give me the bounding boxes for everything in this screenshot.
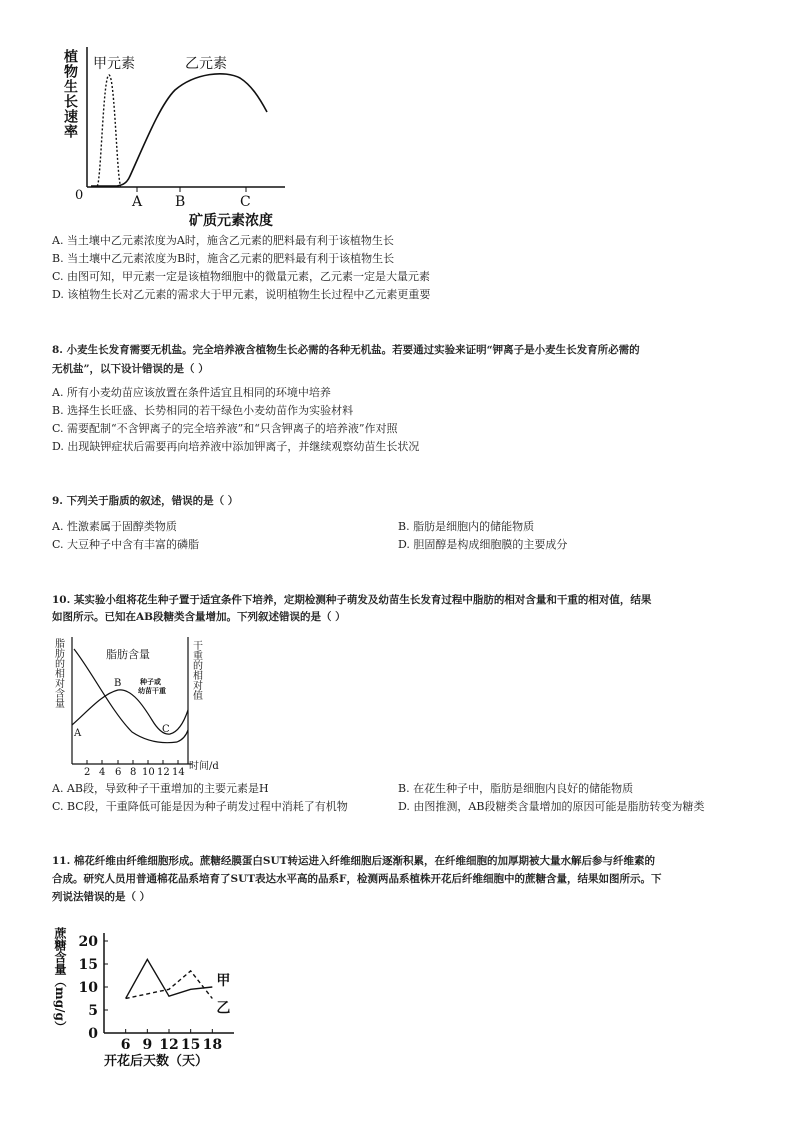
q8-option-b: B. 选择生长旺盛、长势相同的若干绿色小麦幼苗作为实验材料	[52, 404, 354, 417]
q10-option-d: D. 由图推测，AB段糖类含量增加的原因可能是脂肪转变为糖类	[398, 800, 705, 813]
sucrose-chart	[52, 915, 262, 1075]
svg-text:14: 14	[172, 767, 185, 777]
chart-xlabel: 开花后天数（天）	[104, 1054, 209, 1069]
q9-stem: 9. 下列关于脂质的叙述，错误的是（ ）	[52, 495, 239, 507]
q7-option-a: A. 当土壤中乙元素浓度为A时，施含乙元素的肥料最有利于该植物生长	[52, 234, 394, 247]
q10-option-c: C. BC段，干重降低可能是因为种子萌发过程中消耗了有机物	[52, 800, 348, 813]
q10-stem-line2: 如图所示。已知在AB段糖类含量增加。下列叙述错误的是（ ）	[52, 611, 346, 623]
series-label-1: 甲	[216, 973, 231, 989]
q10-option-a: A. AB段，导致种子干重增加的主要元素是H	[52, 782, 269, 795]
fig1-tick-b: B	[175, 194, 186, 210]
q7-option-c: C. 由图可知，甲元素一定是该植物细胞中的微量元素，乙元素一定是大量元素	[52, 270, 431, 283]
series-line-1	[126, 959, 213, 998]
q11-stem-line2: 合成。研究人员用普通棉花品系培育了SUT表达水平高的品系F，检测两品系植株开花后纤维细胞中的蔗糖含量，结果如图所示。下	[52, 873, 662, 885]
fig2-dryweight-curve	[72, 690, 188, 734]
fig2-point-c: C	[162, 724, 170, 735]
q7-option-b: B. 当土壤中乙元素浓度为B时，施含乙元素的肥料最有利于该植物生长	[52, 252, 395, 265]
fig1-growth-chart	[55, 35, 295, 230]
fig1-tick-a: A	[132, 194, 143, 210]
series-label-2: 乙	[216, 1000, 231, 1017]
q8-option-a: A. 所有小麦幼苗应该放置在条件适宜且相同的环境中培养	[52, 386, 331, 399]
svg-text:6: 6	[115, 767, 122, 777]
fig2-fat-curve	[74, 649, 188, 743]
q9-option-a: A. 性激素属于固醇类物质	[52, 520, 177, 533]
fig1-ylabel: 植物生长速率	[62, 49, 78, 139]
fig1-series-b-curve	[91, 74, 267, 186]
q8-option-d: D. 出现缺钾症状后需要再向培养液中添加钾离子，并继续观察幼苗生长状况	[52, 440, 420, 453]
fig1-series-a-label: 甲元素	[93, 56, 135, 72]
x-tick-label: 12	[159, 1037, 179, 1053]
x-tick-label: 9	[142, 1037, 153, 1053]
chart-ylabel: 蔗糖含量（mg/g）	[53, 927, 67, 1033]
fig2-point-a: A	[74, 728, 82, 739]
q11-stem-line3: 列说法错误的是（ ）	[52, 891, 151, 903]
y-tick-label: 15	[78, 957, 98, 973]
q9-option-c: C. 大豆种子中含有丰富的磷脂	[52, 538, 200, 551]
svg-text:10: 10	[142, 767, 155, 777]
q10-option-b: B. 在花生种子中，脂肪是细胞内良好的储能物质	[398, 782, 634, 795]
y-tick-label: 5	[88, 1003, 98, 1019]
q9-option-d: D. 胆固醇是构成细胞膜的主要成分	[398, 538, 568, 551]
fig1-tick-c: C	[240, 194, 251, 210]
fig2-ylabel-right: 干重的相对值	[190, 640, 202, 700]
fig2-xticks	[84, 760, 185, 777]
q8-option-c: C. 需要配制“不含钾离子的完全培养液”和“只含钾离子的培养液”作对照	[52, 422, 398, 435]
fig1-origin: 0	[75, 188, 84, 203]
svg-text:8: 8	[130, 767, 137, 777]
x-tick-label: 15	[180, 1037, 201, 1053]
fig2-ylabel-left: 脂肪的相对含量	[52, 638, 64, 708]
svg-text:2: 2	[84, 767, 91, 777]
fig1-series-a-curve	[97, 75, 121, 186]
x-tick-label: 18	[202, 1037, 223, 1053]
q11-stem-line1: 11. 棉花纤维由纤维细胞形成。蔗糖经膜蛋白SUT转运进入纤维细胞后逐渐积累，在纤维细胞的加厚期被大量水解后参与纤维素的	[52, 855, 655, 867]
q10-stem-line1: 10. 某实验小组将花生种子置于适宜条件下培养，定期检测种子萌发及幼苗生长发育过程中脂肪的相对含量和干重的相对值，结果	[52, 594, 652, 606]
y-tick-label: 0	[88, 1026, 98, 1042]
fig1-series-b-label: 乙元素	[185, 56, 227, 72]
fig2-fat-label: 脂肪含量	[106, 648, 150, 661]
y-tick-label: 10	[78, 980, 98, 996]
fig2-dry-label-1: 种子或	[140, 677, 161, 686]
fig2-xlabel: 时间/d	[189, 761, 219, 772]
svg-text:4: 4	[99, 767, 106, 777]
svg-text:12: 12	[157, 767, 170, 777]
q9-option-b: B. 脂肪是细胞内的储能物质	[398, 520, 535, 533]
fig2-dry-label-2: 幼苗干重	[138, 686, 166, 695]
q7-option-d: D. 该植物生长对乙元素的需求大于甲元素，说明植物生长过程中乙元素更重要	[52, 288, 431, 301]
fig2-fat-dryweight-chart	[52, 632, 232, 777]
y-tick-label: 20	[78, 934, 98, 950]
q8-stem-line1: 8. 小麦生长发育需要无机盐。完全培养液含植物生长必需的各种无机盐。若要通过实验来证明“钾离子是小麦生长发育所必需的	[52, 344, 640, 356]
q8-stem-line2: 无机盐”，以下设计错误的是（ ）	[52, 363, 209, 375]
fig2-point-b: B	[114, 678, 122, 689]
fig1-xlabel: 矿质元素浓度	[189, 213, 273, 229]
x-tick-label: 6	[120, 1037, 131, 1053]
